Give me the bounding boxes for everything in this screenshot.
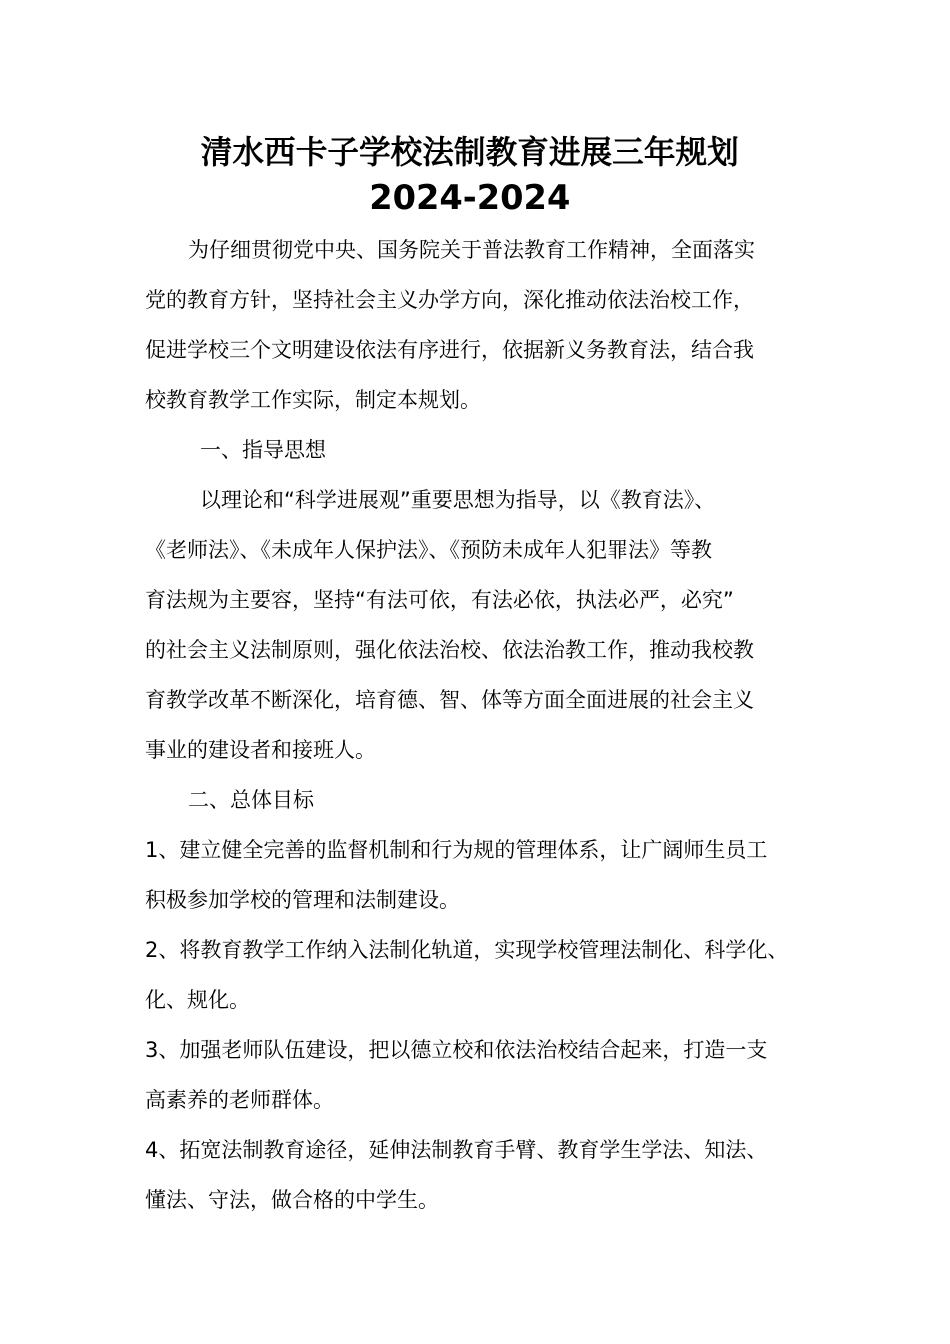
list-item: 4、拓宽法制教育途径，延伸法制教育手臂、教育学生学法、知法、 [145, 1138, 768, 1162]
paragraph-line: 育法规为主要容，坚持“有法可依，有法必依，执法必严，必究” [145, 588, 734, 612]
document-title-years: 2024-2024 [369, 178, 571, 218]
paragraph-line: 的社会主义法制原则，强化依法治校、依法治教工作，推动我校教 [145, 638, 754, 662]
paragraph-line: 党的教育方针，坚持社会主义办学方向，深化推动依法治校工作， [145, 288, 754, 312]
paragraph-line: 育教学改革不断深化，培育德、智、体等方面全面进展的社会主义 [145, 688, 754, 712]
list-item: 1、建立健全完善的监督机制和行为规的管理体系，让广阔师生员工 [145, 838, 768, 862]
list-item-continuation: 化、规化。 [145, 988, 250, 1012]
section-heading: 二、总体目标 [188, 788, 314, 812]
paragraph-line: 校教育教学工作实际，制定本规划。 [145, 388, 481, 412]
paragraph-line: 《老师法》、《未成年人保护法》、《预防未成年人犯罪法》等教 [145, 538, 712, 562]
section-heading: 一、指导思想 [200, 438, 326, 462]
paragraph-line: 事业的建设者和接班人。 [145, 738, 376, 762]
list-item-continuation: 积极参加学校的管理和法制建设。 [145, 888, 460, 912]
document-title: 清水西卡子学校法制教育进展三年规划 [200, 133, 739, 171]
list-item: 2、将教育教学工作纳入法制化轨道，实现学校管理法制化、科学化、 [145, 938, 789, 962]
list-item: 3、加强老师队伍建设，把以德立校和依法治校结合起来，打造一支 [145, 1038, 768, 1062]
paragraph-line: 以理论和“科学进展观”重要思想为指导，以《教育法》、 [200, 488, 716, 512]
list-item-continuation: 高素养的老师群体。 [145, 1088, 334, 1112]
paragraph-line: 为仔细贯彻党中央、国务院关于普法教育工作精神，全面落实 [188, 238, 755, 262]
paragraph-line: 促进学校三个文明建设依法有序进行，依据新义务教育法，结合我 [145, 338, 754, 362]
list-item-continuation: 懂法、守法，做合格的中学生。 [145, 1188, 439, 1212]
